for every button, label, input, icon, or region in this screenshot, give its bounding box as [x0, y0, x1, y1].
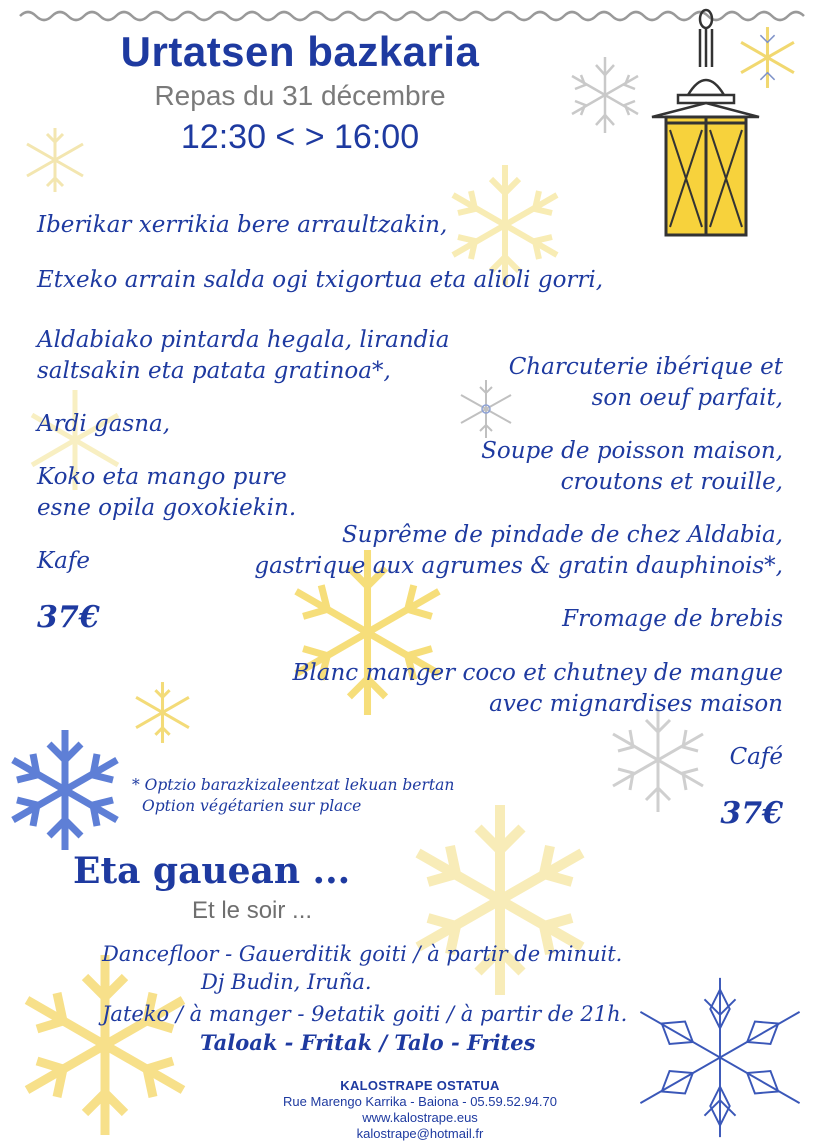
- footer-address: Rue Marengo Karrika - Baiona - 05.59.52.94.70: [283, 1094, 557, 1109]
- snowflake-icon: [620, 975, 819, 1140]
- menu-eu-item-1: Iberikar xerrikia bere arraultzakin,: [37, 212, 448, 238]
- lantern-icon: [648, 5, 763, 240]
- menu-fr-item-4: Fromage de brebis: [562, 606, 783, 632]
- menu-eu-item-5-line-2: esne opila goxokiekin.: [37, 495, 297, 521]
- snowflake-icon: [10, 950, 200, 1140]
- menu-eu-item-3-line-2: saltsakin eta patata gratinoa*,: [37, 358, 391, 384]
- page-title: Urtatsen bazkaria: [120, 28, 480, 75]
- menu-fr-item-5-line-2: avec mignardises maison: [489, 691, 783, 717]
- menu-fr-price: 37€: [720, 796, 783, 831]
- menu-fr-item-3-line-1: Suprême de pindade de chez Aldabia,: [341, 522, 783, 548]
- menu-eu-price: 37€: [37, 600, 100, 635]
- snowflake-icon: [603, 705, 713, 815]
- evening-line-1: Dancefloor - Gauerditik goiti / à partir de minuit.: [102, 942, 623, 966]
- menu-eu-item-4: Ardi gasna,: [37, 411, 171, 437]
- evening-subtitle: Et le soir ...: [192, 897, 313, 924]
- menu-fr-item-1-line-1: Charcuterie ibérique et: [508, 354, 783, 380]
- snowflake-icon: [455, 378, 517, 440]
- snowflake-icon: [400, 800, 600, 1000]
- footer-website[interactable]: www.kalostrape.eus: [362, 1110, 478, 1125]
- page-subtitle: Repas du 31 décembre: [154, 80, 446, 111]
- menu-fr-item-2-line-2: croutons et rouille,: [560, 469, 783, 495]
- menu-fr-item-5-line-1: Blanc manger coco et chutney de mangue: [292, 660, 783, 686]
- snowflake-icon: [130, 680, 195, 745]
- menu-fr-item-2-line-1: Soupe de poisson maison,: [481, 438, 783, 464]
- footer-name: KALOSTRAPE OSTATUA: [340, 1078, 500, 1093]
- menu-eu-item-3-line-1: Aldabiako pintarda hegala, lirandia: [37, 327, 450, 353]
- menu-fr-item-1-line-2: son oeuf parfait,: [591, 385, 783, 411]
- menu-eu-item-5-line-1: Koko eta mango pure: [37, 464, 287, 490]
- menu-eu-item-2: Etxeko arrain salda ogi txigortua eta alioli gorri,: [37, 267, 604, 293]
- evening-title: Eta gauean ...: [73, 850, 351, 892]
- snowflake-icon: [0, 725, 130, 855]
- evening-line-4: Taloak - Fritak / Talo - Frites: [200, 1030, 536, 1055]
- evening-line-3: Jateko / à manger - 9etatik goiti / à partir de 21h.: [102, 1002, 628, 1026]
- vegetarian-note-fr: Option végétarien sur place: [142, 797, 362, 815]
- footer-email[interactable]: kalostrape@hotmail.fr: [356, 1126, 484, 1141]
- menu-eu-item-6: Kafe: [37, 548, 91, 574]
- vegetarian-note-eu: * Optzio barazkizaleentzat lekuan bertan: [132, 776, 455, 794]
- evening-line-2: Dj Budin, Iruña.: [201, 970, 372, 994]
- footer: [240, 1078, 600, 1142]
- vegetarian-note: [132, 775, 454, 817]
- time-range: 12:30 < > 16:00: [180, 118, 420, 156]
- menu-fr-item-3-line-2: gastrique aux agrumes & gratin dauphinois*,: [254, 553, 783, 579]
- menu-fr-item-6: Café: [729, 744, 783, 770]
